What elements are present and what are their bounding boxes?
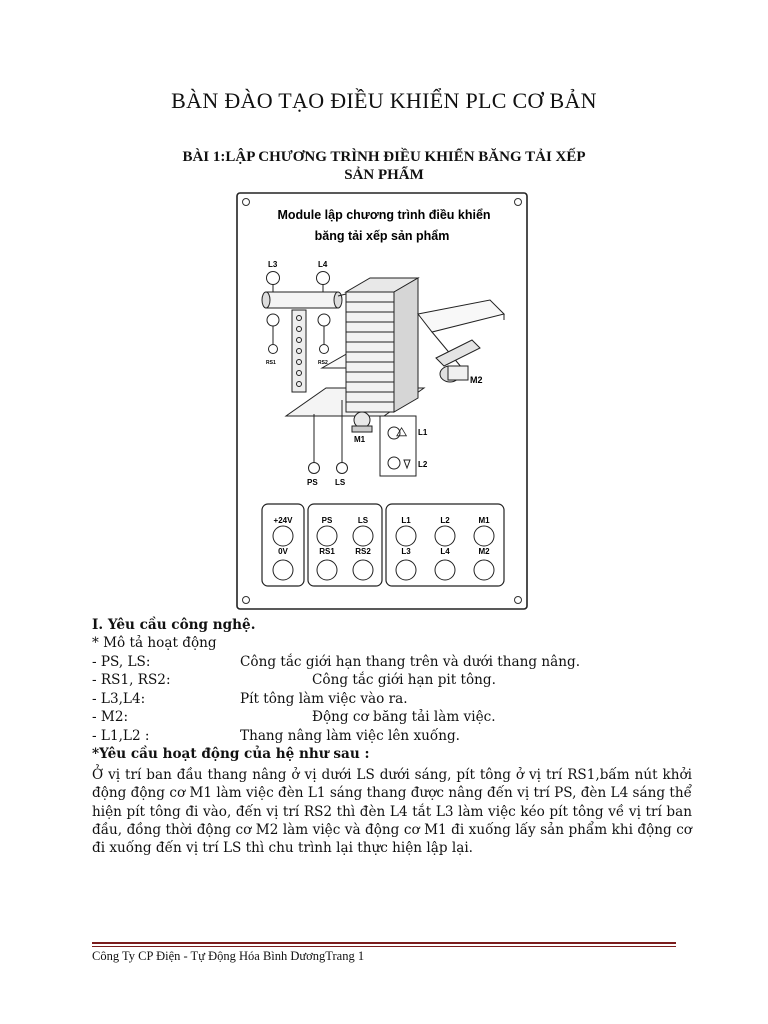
- label-l2: L2: [418, 460, 428, 469]
- terminal-l2: [435, 526, 455, 546]
- item-desc: Công tắc giới hạn thang trên và dưới thang nâng.: [240, 654, 581, 670]
- item-term: - L1,L2 :: [92, 728, 150, 744]
- item-term: - M2:: [92, 709, 129, 725]
- page-footer: Công Ty CP Điện - Tự Động Hóa Bình DươngTrang 1: [92, 949, 365, 963]
- terminal-l4: [435, 560, 455, 580]
- terminal-label-0v: 0V: [278, 547, 288, 556]
- terminal-ps: [317, 526, 337, 546]
- section-heading: I. Yêu cầu công nghệ.: [92, 617, 256, 633]
- terminal-24v: [273, 526, 293, 546]
- footer-rule-thin: [92, 946, 676, 947]
- item-term: - PS, LS:: [92, 654, 151, 670]
- lesson-title: [0, 148, 768, 184]
- svg-text:RS2: RS2: [355, 547, 371, 556]
- terminal-l1: [396, 526, 416, 546]
- label-l4: L4: [318, 260, 328, 269]
- label-l1: L1: [418, 428, 428, 437]
- diagram-heading-line2: băng tải xếp sản phẩm: [314, 229, 450, 243]
- terminal-m2: [474, 560, 494, 580]
- lesson-title-line2: SẢN PHẨM: [344, 167, 424, 183]
- item-desc: Công tắc giới hạn pit tông.: [312, 672, 496, 688]
- terminal-ls: [353, 526, 373, 546]
- item-desc: Thang nâng làm việc lên xuống.: [240, 728, 460, 744]
- item-desc: Động cơ băng tải làm việc.: [312, 709, 496, 725]
- label-ls: LS: [335, 478, 346, 487]
- footer-rule: [92, 942, 676, 944]
- label-rs1: RS1: [266, 360, 276, 366]
- svg-text:L2: L2: [440, 516, 450, 525]
- terminal-rs1: [317, 560, 337, 580]
- svg-text:M1: M1: [478, 516, 490, 525]
- requirements-paragraph: Ở vị trí ban đầu thang nâng ở vị dưới LS dưới sáng, pít tông ở vị trí RS1,bấm nút khởi động động cơ M1 làm việc đèn L1 sáng thang được nâng đến vị trí PS, đèn L4 sáng thể hiện pít tông đi vào, đến vị trí RS2 thì đèn L4 tắt L3 làm việc kéo pít tông về vị trí ban đầu, đồng thời động cơ M2 làm việc và động cơ M1 đi xuống lấy sản phẩm khi động cơ đi xuống đến vị trí LS thì chu trình lại thực hiện lập lại.: [92, 767, 692, 857]
- svg-text:L4: L4: [440, 547, 450, 556]
- terminal-rs2: [353, 560, 373, 580]
- module-diagram: [236, 192, 528, 610]
- terminal-m1: [474, 526, 494, 546]
- label-rs2: RS2: [318, 360, 328, 366]
- diagram-heading-line1: Module lập chương trình điều khiển: [277, 208, 491, 222]
- svg-text:L3: L3: [401, 547, 411, 556]
- label-ps: PS: [307, 478, 318, 487]
- label-m1: M1: [354, 435, 366, 444]
- requirements-heading: *Yêu cầu hoạt động của hệ như sau :: [92, 746, 370, 762]
- page-title: BÀN ĐÀO TẠO ĐIỀU KHIỂN PLC CƠ BẢN: [171, 88, 597, 113]
- svg-text:LS: LS: [357, 516, 369, 525]
- terminal-0v: [273, 560, 293, 580]
- lesson-title-line1: BÀI 1:LẬP CHƯƠNG TRÌNH ĐIỀU KHIỂN BĂNG TẢI XẾP: [182, 149, 586, 165]
- svg-text:PS: PS: [321, 516, 333, 525]
- item-term: - L3,L4:: [92, 691, 146, 707]
- piston-cylinder: [266, 292, 338, 308]
- item-term: - RS1, RS2:: [92, 672, 171, 688]
- item-desc: Pít tông làm việc vào ra.: [240, 691, 408, 707]
- terminal-l3: [396, 560, 416, 580]
- description-heading: * Mô tả hoạt động: [92, 635, 217, 651]
- terminal-label-24v: +24V: [273, 516, 293, 525]
- label-l3: L3: [268, 260, 278, 269]
- svg-text:RS1: RS1: [319, 547, 335, 556]
- product-stack: [346, 278, 418, 412]
- label-m2: M2: [470, 375, 483, 385]
- svg-text:M2: M2: [478, 547, 490, 556]
- svg-text:L1: L1: [401, 516, 411, 525]
